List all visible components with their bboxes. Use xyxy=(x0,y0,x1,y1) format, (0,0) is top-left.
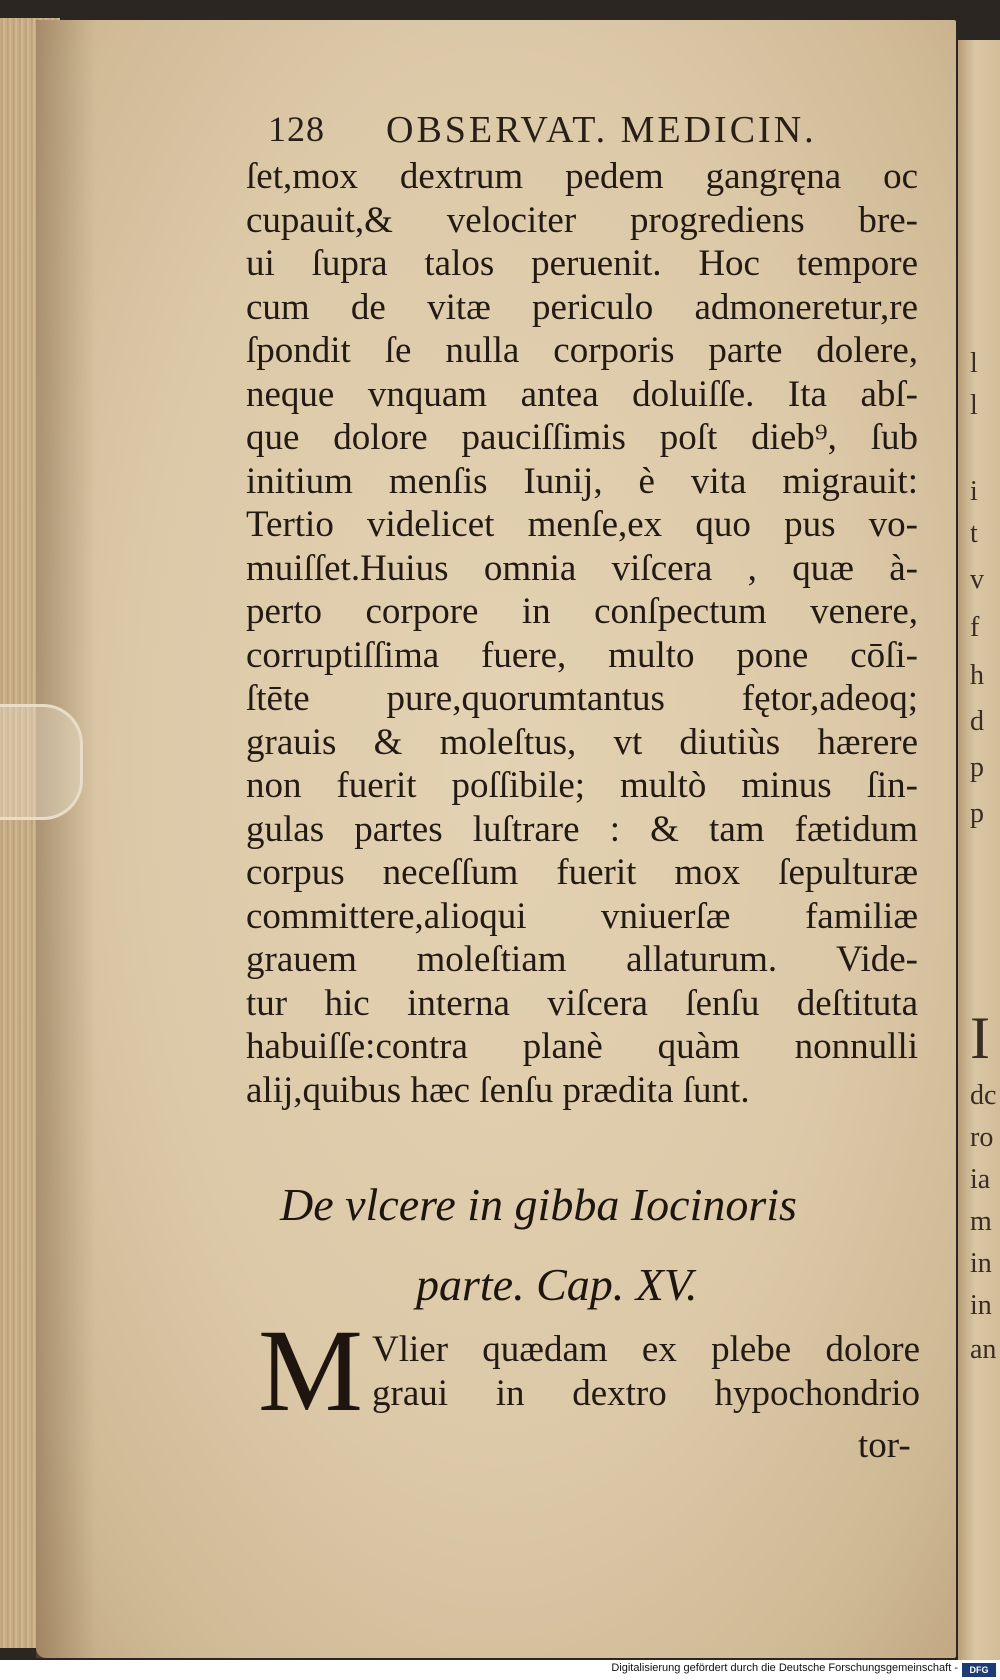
text-line: ſet,mox dextrum pedem gangręna oc xyxy=(246,156,918,197)
text-line: neque vnquam antea doluiſſe. Ita abſ- xyxy=(246,373,918,415)
facing-fragment: m xyxy=(970,1206,992,1237)
footer-bar xyxy=(0,1660,1000,1680)
facing-fragment: v xyxy=(970,564,984,595)
page-header xyxy=(268,108,868,158)
text-line: Tertio videlicet menſe,ex quo pus vo- xyxy=(246,504,918,545)
text-line: grauem moleſtiam allaturum. Vide- xyxy=(246,939,918,980)
text-line: tur hic interna viſcera ſenſu deſtituta xyxy=(246,982,918,1024)
text-line: perto corpore in conſpectum venere, xyxy=(246,591,918,632)
body-text xyxy=(246,155,918,1112)
chapter-heading: De vlcere in gibba Iocinoris xyxy=(280,1179,797,1230)
facing-fragment: I xyxy=(970,1005,990,1071)
text-line: corruptiſſima fuere, multo pone cōſi- xyxy=(246,634,918,676)
facing-fragment: an xyxy=(970,1334,997,1365)
text-line: gulas partes luſtrare : & tam fætidum xyxy=(246,808,918,850)
facing-fragment: l xyxy=(970,390,978,421)
chapter-heading-number: parte. Cap. XV. xyxy=(416,1259,698,1310)
gutter-shadow xyxy=(36,20,96,1658)
text-line: cum de vitæ periculo admoneretur,re xyxy=(246,286,918,328)
facing-fragment: p xyxy=(970,752,984,783)
page-number: 128 xyxy=(268,109,325,149)
facing-fragment: t xyxy=(970,518,978,549)
text-line: corpus neceſſum fuerit mox ſepulturæ xyxy=(246,852,918,893)
facing-fragment: in xyxy=(970,1290,992,1321)
facing-fragment: dc xyxy=(970,1080,997,1111)
text-line: initium menſis Iunij, è vita migrauit: xyxy=(246,460,918,502)
text-line: non fuerit poſſibile; multò minus ſin- xyxy=(246,765,918,806)
facing-page-edge xyxy=(958,40,1000,1660)
facing-fragment: i xyxy=(970,476,978,507)
text-line: ui ſupra talos peruenit. Hoc tempore xyxy=(246,243,918,284)
text-line: que dolore pauciſſimis poſt dieb⁹, ſub xyxy=(246,417,918,458)
text-line: committere,alioqui vniuerſæ familiæ xyxy=(246,895,918,937)
chapter-text-line: graui in dextro hypochondrio xyxy=(372,1373,920,1414)
facing-fragment: in xyxy=(970,1248,992,1279)
dfg-logo: DFG xyxy=(962,1663,996,1677)
book-clasp xyxy=(0,704,83,820)
drop-cap: M xyxy=(258,1305,363,1436)
facing-fragment: ia xyxy=(970,1164,991,1195)
catchword: tor- xyxy=(858,1425,911,1466)
text-line: cupauit,& velociter progrediens bre- xyxy=(246,199,918,241)
text-line: muiſſet.Huius omnia viſcera , quæ à- xyxy=(246,547,918,589)
text-line: grauis & moleſtus, vt diutiùs hærere xyxy=(246,721,918,763)
running-head: OBSERVAT. MEDICIN. xyxy=(386,109,817,151)
digitization-credit: Digitalisierung gefördert durch die Deutsche Forschungsgemeinschaft - xyxy=(611,1662,958,1674)
chapter-text-line: Vlier quædam ex plebe dolore xyxy=(372,1329,920,1370)
facing-fragment: f xyxy=(970,612,980,643)
text-line: alij,quibus hæc ſenſu prædita ſunt. xyxy=(246,1069,750,1111)
facing-fragment: d xyxy=(970,706,984,737)
text-line: habuiſſe:contra planè quàm nonnulli xyxy=(246,1026,918,1067)
facing-fragment: h xyxy=(970,660,984,691)
facing-fragment: p xyxy=(970,798,984,829)
facing-fragment: ro xyxy=(970,1122,994,1153)
facing-fragment: l xyxy=(970,348,978,379)
text-line: ſpondit ſe nulla corporis parte dolere, xyxy=(246,330,918,371)
text-line: ſtēte pure,quorumtantus fętor,adeoq; xyxy=(246,678,918,719)
